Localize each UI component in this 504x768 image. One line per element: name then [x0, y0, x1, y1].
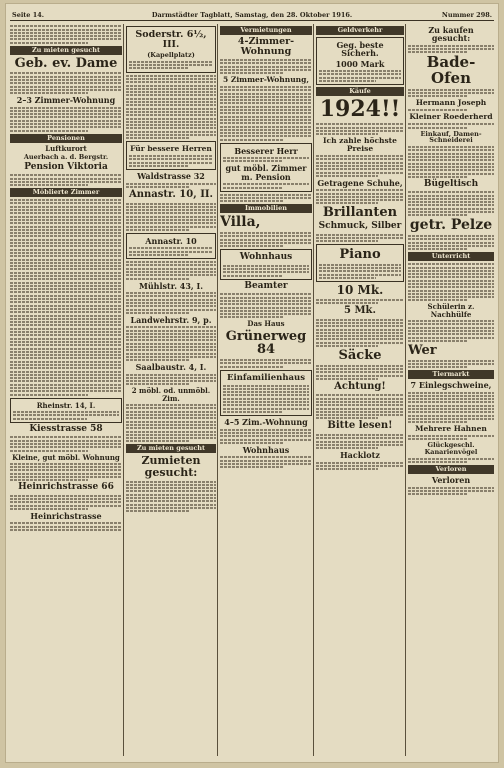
text-block	[408, 123, 494, 128]
text-block	[126, 292, 216, 314]
ad-headline: 4–5 Zim.-Wohnung	[224, 417, 308, 428]
ad-box	[10, 398, 122, 423]
ad-box	[220, 370, 312, 417]
column-2	[126, 24, 216, 756]
text-block	[408, 487, 494, 496]
section-heading: Immobilien	[220, 204, 312, 213]
ad-headline: Heinrichstrasse	[30, 510, 102, 521]
text-block	[126, 404, 216, 442]
text-block	[316, 155, 404, 177]
ad-headline: Schülerin z. Nachhülfe	[427, 302, 475, 319]
ad-headline: Einfamilienhaus	[227, 372, 305, 383]
text-block	[220, 293, 312, 318]
ad-box	[220, 249, 312, 280]
ad-headline: Kiesstrasse 58	[29, 423, 103, 434]
ad-headline: Ich zahle höchste Preise	[323, 136, 397, 154]
ad-headline: 7 Einlegschweine,	[410, 380, 492, 391]
ad-headline: 10 Mk.	[336, 283, 384, 298]
ad-box	[126, 233, 216, 259]
ad-headline: getr. Pelze	[409, 217, 493, 234]
column-4	[316, 24, 404, 756]
ad-box	[316, 244, 404, 282]
ad-headline: 2–3 Zimmer-Wohnung	[16, 95, 116, 106]
ad-headline: Das Haus	[247, 319, 285, 329]
text-block	[316, 319, 404, 347]
text-block	[220, 232, 312, 247]
text-block	[408, 191, 494, 216]
text-block	[408, 235, 494, 250]
text-block	[220, 456, 312, 468]
ad-headline: 5 Mk.	[344, 305, 376, 317]
page-number: Seite 14.	[12, 11, 45, 19]
ad-headline: Hacklotz	[340, 450, 380, 461]
text-block	[10, 107, 122, 132]
ad-headline: Mehrere Hahnen	[415, 424, 487, 434]
ad-headline: Soderstr. 6½, III.	[135, 29, 207, 50]
section-heading: Geldverkehr	[316, 26, 404, 35]
ad-headline: Hermann Joseph	[415, 98, 487, 108]
ad-headline: Bügeltisch	[423, 178, 479, 189]
text-block	[408, 89, 494, 98]
text-block	[126, 374, 216, 386]
text-block	[408, 146, 494, 178]
column-rule	[405, 24, 406, 756]
column-5	[408, 24, 494, 756]
ad-box	[316, 37, 404, 85]
ad-headline: Bade-Ofen	[426, 53, 476, 88]
text-block	[408, 263, 494, 301]
ad-headline: Getragene Schuhe,	[317, 177, 403, 188]
text-block	[316, 462, 404, 471]
text-block	[316, 434, 404, 449]
ad-headline: Wer	[408, 342, 437, 358]
text-block	[220, 359, 312, 368]
ad-headline: Geb. ev. Dame	[14, 55, 118, 71]
text-block	[126, 75, 216, 140]
text-block	[316, 234, 404, 243]
ad-headline: 4-Zimmer-Wohnung	[237, 36, 295, 57]
ad-headline: Einkauf, Damen-Schneiderei	[420, 129, 482, 145]
ad-headline: Auerbach a. d. Bergstr.	[23, 153, 109, 162]
ad-headline: Besserer Herr	[234, 145, 298, 156]
ad-headline: Annastr. 10	[145, 235, 197, 246]
ad-headline: Zu kaufen gesucht:	[428, 25, 474, 44]
ad-box	[220, 143, 312, 192]
ad-headline: 5 Zimmer-Wohnung,	[223, 75, 309, 85]
section-heading: Pensionen	[10, 134, 122, 143]
ad-headline: Landwehrstr. 9, p.	[130, 314, 212, 325]
section-heading: Käufe	[316, 87, 404, 96]
text-block	[408, 320, 494, 342]
newspaper-page	[6, 4, 498, 762]
text-block	[316, 299, 404, 304]
text-block	[10, 25, 122, 43]
ad-headline: 1000 Mark	[335, 58, 385, 69]
ad-headline: Kleine, gut möbl. Wohnung	[12, 452, 120, 462]
text-block	[126, 326, 216, 361]
ad-subheadline: (Kapellplatz)	[147, 50, 195, 59]
text-block	[10, 495, 122, 510]
section-heading: Zu mieten gesucht	[10, 46, 122, 55]
section-heading: Tiermarkt	[408, 370, 494, 379]
text-block	[126, 203, 216, 231]
section-heading: Unterricht	[408, 252, 494, 261]
ad-headline: Geg. beste Sicherh.	[336, 40, 384, 59]
text-block	[316, 123, 404, 135]
ad-headline: Luftkurort	[45, 143, 87, 153]
ad-headline: Schmuck, Silber	[318, 221, 402, 232]
text-block	[220, 86, 312, 141]
ad-headline: gut möbl. Zimmer m. Pension	[225, 163, 307, 182]
column-rule	[313, 24, 314, 756]
text-block	[316, 365, 404, 380]
ad-headline: Wohnhaus	[239, 252, 293, 263]
text-block	[408, 392, 494, 424]
text-block	[126, 481, 216, 513]
ad-headline: Brillanten	[322, 205, 398, 221]
ad-headline: Säcke	[338, 348, 382, 364]
text-block	[220, 59, 312, 74]
issue-number: Nummer 298.	[441, 11, 492, 19]
section-heading: Zu mieten gesucht	[126, 444, 216, 453]
text-block	[126, 261, 216, 279]
section-heading: Möblierte Zimmer	[10, 188, 122, 197]
text-block	[316, 394, 404, 419]
column-rule	[217, 24, 218, 756]
masthead: Darmstädter Tagblatt, Samstag, den 28. Oktober 1916.	[151, 11, 353, 19]
ad-box	[126, 141, 216, 170]
text-block	[10, 522, 122, 531]
ad-headline: Bitte lesen!	[327, 420, 393, 432]
ad-headline: Achtung!	[334, 380, 386, 392]
ad-headline: Piano	[339, 247, 381, 263]
ad-headline: Annastr. 10, II.	[128, 189, 214, 201]
ad-headline: Villa,	[220, 214, 261, 231]
text-block	[220, 429, 312, 444]
ad-headline: Heinrichstrasse 66	[18, 482, 114, 493]
column-1	[10, 24, 122, 756]
ad-headline: Wohnhaus	[242, 444, 290, 455]
ad-box	[126, 26, 216, 73]
text-block	[10, 199, 122, 396]
ad-headline: Verloren	[431, 475, 471, 486]
ad-headline: Mühlstr. 43, I.	[138, 280, 203, 291]
ad-headline: Pension Viktoria	[24, 161, 108, 172]
column-3	[220, 24, 312, 756]
ad-headline: Grünerweg 84	[225, 328, 307, 358]
text-block	[10, 174, 122, 186]
text-block	[10, 72, 122, 94]
text-block	[10, 436, 122, 451]
section-heading: Verloren	[408, 465, 494, 474]
text-block	[316, 189, 404, 204]
ad-headline: Zumieten gesucht:	[141, 454, 201, 479]
text-block	[10, 463, 122, 481]
ad-headline: Rheinstr. 14, I.	[36, 400, 96, 410]
column-rule	[123, 24, 124, 756]
ad-headline: 2 möbl. od. unmöbl. Zim.	[131, 386, 211, 403]
ad-headline: 1924!!	[319, 96, 401, 123]
page-header	[10, 10, 494, 21]
ad-headline: Glückgeschl. Kanarienvögel	[424, 441, 478, 457]
ad-headline: Waldstrasse 32	[137, 171, 205, 182]
section-heading: Vermietungen	[220, 26, 312, 35]
ad-headline: Für bessere Herren	[130, 144, 212, 154]
text-block	[408, 360, 494, 369]
ad-headline: Beamter	[244, 280, 288, 291]
text-block	[220, 194, 312, 203]
ad-headline: Saalbaustr. 4, I.	[135, 362, 207, 373]
text-block	[408, 45, 494, 54]
ad-headline: Kleiner Roederherd	[409, 112, 493, 122]
